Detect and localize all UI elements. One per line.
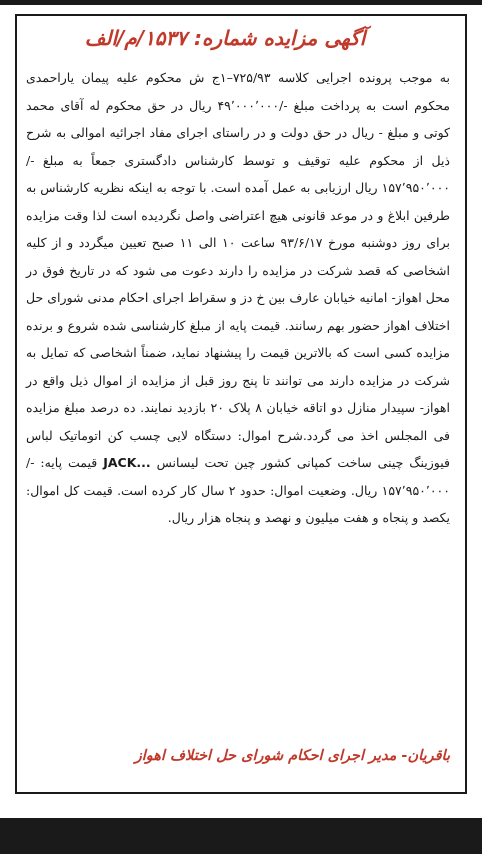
signature: باقریان- مدیر اجرای احکام شورای حل اختلاف اهواز	[134, 748, 450, 764]
notice-body	[26, 64, 450, 532]
brand-name: JACK...	[103, 455, 151, 470]
notice-body-text: به موجب پرونده اجرایی کلاسه ۷۲۵/۹۳–۱ج ش محکوم علیه پیمان یاراحمدی محکوم است به پرداخت مبلغ -/۴۹٬۰۰۰٬۰۰۰ ریال در حق محکوم له آقای محمد کوتی و مبلغ - ریال در حق دولت و در راستای اجرای مفاد اجرائیه اموالی به شرح ذیل از محکوم علیه توقیف و توسط کارشناس دادگستری جمعاً به مبلغ -/۱۵۷٬۹۵۰٬۰۰۰ ریال ارزیابی به عمل آمده است. با توجه به اینکه نظریه کارشناس به طرفین ابلاغ و در موعد قانونی هیچ اعتراضی واصل نگردیده است لذا وقت مزایده برای روز دوشنبه مورخ ۹۳/۶/۱۷ ساعت ۱۰ الی ۱۱ صبح تعیین میگردد و از کلیه اشخاصی که قصد شرکت در مزایده را دارند دعوت می شود که در تاریخ فوق در محل اهواز- امانیه خیابان عارف بین خ دز و سقراط اجرای احکام مدنی شورای حل اختلاف اهواز حضور بهم رسانند. قیمت پایه از مبلغ کارشناسی شده شروع و برنده مزایده کسی است که بالاترین قیمت را پیشنهاد نماید، ضمناً اشخاصی که تمایل به شرکت در مزایده دارند می توانند تا پنج روز قبل از مزایده از اموال ذیل واقع در اهواز- سپیدار منازل دو اتاقه خیابان ۸ پلاک ۲۰ بازدید نمایند. ده درصد مبلغ مزایده فی المجلس اخذ می گردد.شرح اموال: دستگاه لایی چسب کن اتوماتیک لباس فیوزینگ چینی ساخت کمپانی کشور چین تحت لیسانس	[26, 70, 450, 470]
notice-body-details: قیمت پایه: -/۱۵۷٬۹۵۰٬۰۰۰ ریال. وضعیت اموال: حدود ۲ سال کار کرده است. قیمت کل اموال: یکصد و پنجاه و هفت میلیون و نهصد و پنجاه هزار ریال.	[26, 455, 450, 525]
bottom-rule	[0, 818, 482, 854]
notice-title: آگهی مزایده شماره: ۱۵۳۷/م/الف	[84, 26, 366, 50]
top-rule	[0, 0, 482, 5]
